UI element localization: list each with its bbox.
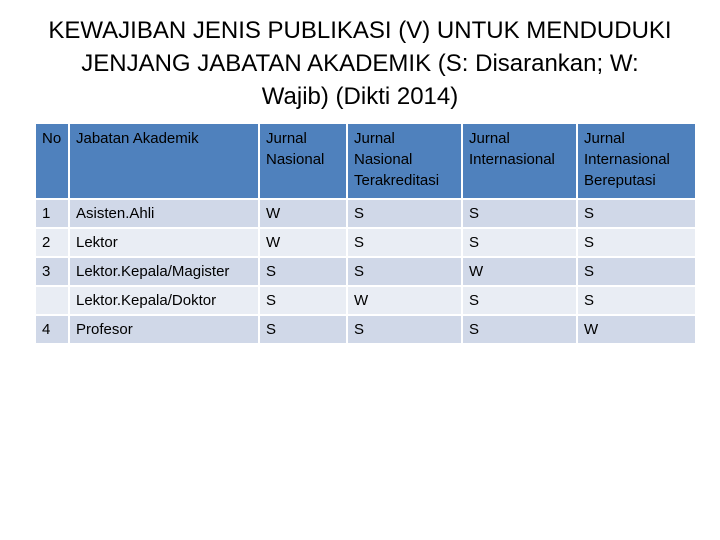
slide-title-line-2: JENJANG JABATAN AKADEMIK (S: Disarankan; W: bbox=[81, 50, 639, 77]
cell-no: 1 bbox=[36, 200, 70, 229]
cell-no bbox=[36, 287, 70, 316]
slide-title bbox=[20, 14, 700, 113]
header-line: Nasional bbox=[266, 151, 325, 168]
header-line: Jurnal bbox=[469, 130, 510, 147]
cell-jurnal-internasional-bereputasi: S bbox=[578, 229, 695, 258]
cell-jurnal-internasional-bereputasi: S bbox=[578, 287, 695, 316]
header-jurnal-nasional bbox=[260, 124, 348, 200]
cell-jurnal-nasional: S bbox=[260, 258, 348, 287]
header-line: Jurnal bbox=[584, 130, 625, 147]
cell-jurnal-nasional-terakreditasi: S bbox=[348, 229, 463, 258]
cell-jurnal-nasional-terakreditasi: S bbox=[348, 200, 463, 229]
cell-jurnal-internasional-bereputasi: S bbox=[578, 258, 695, 287]
cell-jurnal-internasional-bereputasi: S bbox=[578, 200, 695, 229]
cell-jabatan: Profesor bbox=[70, 316, 260, 345]
header-jabatan-akademik bbox=[70, 124, 260, 200]
table-row bbox=[36, 316, 695, 345]
header-line: Jurnal bbox=[266, 130, 307, 147]
header-line: Internasional bbox=[584, 151, 670, 168]
cell-jabatan: Lektor bbox=[70, 229, 260, 258]
cell-no: 3 bbox=[36, 258, 70, 287]
cell-no: 2 bbox=[36, 229, 70, 258]
table-row bbox=[36, 229, 695, 258]
cell-jurnal-nasional: W bbox=[260, 200, 348, 229]
header-no bbox=[36, 124, 70, 200]
cell-jurnal-nasional-terakreditasi: W bbox=[348, 287, 463, 316]
header-line: Bereputasi bbox=[584, 172, 656, 189]
slide-title-line-1: KEWAJIBAN JENIS PUBLIKASI (V) UNTUK MENDUDUKI bbox=[48, 17, 672, 44]
table-row bbox=[36, 287, 695, 316]
header-line: Nasional bbox=[354, 151, 413, 168]
publication-requirements-table bbox=[36, 124, 695, 345]
cell-jabatan: Lektor.Kepala/Magister bbox=[70, 258, 260, 287]
cell-jurnal-internasional: W bbox=[463, 258, 578, 287]
header-line: Jurnal bbox=[354, 130, 395, 147]
header-jurnal-internasional bbox=[463, 124, 578, 200]
header-line: Jabatan Akademik bbox=[76, 130, 199, 147]
cell-jurnal-nasional: S bbox=[260, 316, 348, 345]
cell-jurnal-internasional: S bbox=[463, 287, 578, 316]
cell-jurnal-internasional: S bbox=[463, 229, 578, 258]
header-line: No bbox=[42, 130, 62, 147]
header-line: Internasional bbox=[469, 151, 555, 168]
cell-no: 4 bbox=[36, 316, 70, 345]
cell-jurnal-internasional: S bbox=[463, 200, 578, 229]
cell-jabatan: Asisten.Ahli bbox=[70, 200, 260, 229]
table-row bbox=[36, 200, 695, 229]
table-header-row bbox=[36, 124, 695, 200]
cell-jurnal-nasional-terakreditasi: S bbox=[348, 258, 463, 287]
cell-jurnal-internasional-bereputasi: W bbox=[578, 316, 695, 345]
slide-title-line-3: Wajib) (Dikti 2014) bbox=[261, 83, 459, 110]
header-jurnal-nasional-terakreditasi bbox=[348, 124, 463, 200]
header-line: Terakreditasi bbox=[354, 172, 440, 189]
cell-jurnal-internasional: S bbox=[463, 316, 578, 345]
cell-jabatan: Lektor.Kepala/Doktor bbox=[70, 287, 260, 316]
cell-jurnal-nasional: W bbox=[260, 229, 348, 258]
cell-jurnal-nasional-terakreditasi: S bbox=[348, 316, 463, 345]
table-row bbox=[36, 258, 695, 287]
header-jurnal-internasional-bereputasi bbox=[578, 124, 695, 200]
cell-jurnal-nasional: S bbox=[260, 287, 348, 316]
